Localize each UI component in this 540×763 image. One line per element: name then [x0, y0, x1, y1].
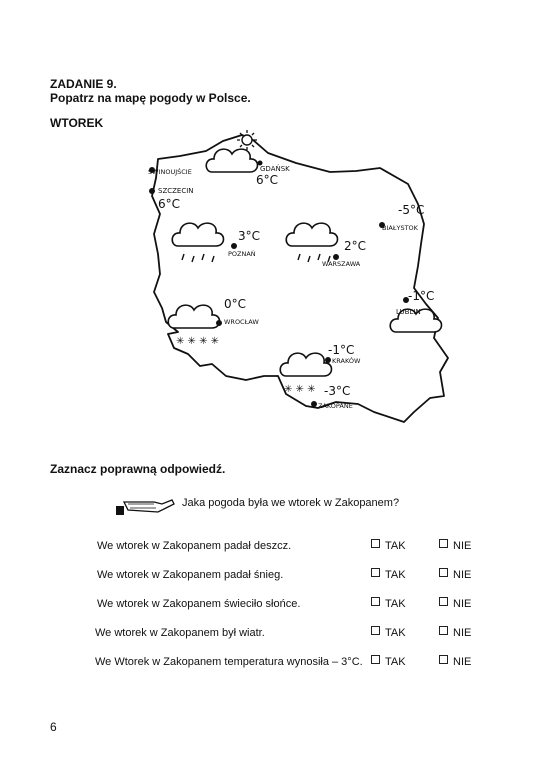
city-name: POZNAŃ [228, 250, 256, 258]
tak-option[interactable] [371, 567, 406, 583]
snow-cloud-icon [168, 305, 219, 347]
tak-label: TAK [385, 569, 406, 581]
tak-option[interactable] [371, 654, 406, 670]
checkbox[interactable] [439, 597, 448, 606]
pencil-hand-icon [114, 494, 176, 518]
city-temperature: 6°C [158, 197, 181, 211]
question-text: Jaka pogoda była we wtorek w Zakopanem? [182, 497, 400, 509]
nie-option[interactable] [439, 538, 471, 554]
city-temperature: -3°C [324, 384, 351, 398]
city-dots [149, 161, 409, 408]
city-temperature: 2°C [344, 239, 367, 253]
page-number: 6 [50, 720, 57, 734]
nie-option[interactable] [439, 596, 471, 612]
city-name: WROCŁAW [224, 318, 259, 326]
checkbox[interactable] [371, 539, 380, 548]
tak-option[interactable] [371, 596, 406, 612]
checkbox[interactable] [439, 655, 448, 664]
svg-text:✳ ✳ ✳ ✳: ✳ ✳ ✳ ✳ [176, 336, 220, 347]
statement: We wtorek w Zakopanem padał deszcz. [97, 540, 292, 552]
checkbox[interactable] [439, 626, 448, 635]
nie-label: NIE [453, 598, 472, 610]
answer-row [0, 596, 540, 612]
sun-icon [237, 130, 257, 150]
tak-option[interactable] [371, 625, 406, 641]
city-temperature: -1°C [408, 289, 435, 303]
answer-instruction: Zaznacz poprawną odpowiedź. [50, 462, 226, 476]
city-temperature: -5°C [398, 203, 425, 217]
statement: We wtorek w Zakopanem był wiatr. [95, 627, 265, 639]
city-name: BIAŁYSTOK [382, 224, 418, 232]
nie-option[interactable] [439, 625, 471, 641]
city-name: GDAŃSK [260, 165, 290, 173]
cloud-icon [206, 149, 257, 172]
checkbox[interactable] [371, 626, 380, 635]
nie-option[interactable] [439, 654, 471, 670]
day-label: WTOREK [50, 116, 104, 130]
tak-label: TAK [385, 540, 406, 552]
tak-label: TAK [385, 598, 406, 610]
rain-cloud-icon [286, 223, 337, 262]
city-temperature: 0°C [224, 297, 247, 311]
nie-label: NIE [453, 627, 472, 639]
city-name: SZCZECIN [158, 187, 194, 195]
task-instruction: Popatrz na mapę pogody w Polsce. [50, 91, 251, 105]
answer-row [0, 625, 540, 641]
city-name: ŚWINOUJŚCIE [148, 168, 192, 176]
tak-option[interactable] [371, 538, 406, 554]
svg-text:✳ ✳ ✳: ✳ ✳ ✳ [284, 384, 316, 395]
poland-outline [152, 135, 448, 422]
nie-option[interactable] [439, 567, 471, 583]
city-name: KRAKÓW [332, 357, 361, 365]
answer-row [0, 654, 540, 670]
checkbox[interactable] [371, 655, 380, 664]
city-temperature: 3°C [238, 229, 261, 243]
answer-row [0, 567, 540, 583]
checkbox[interactable] [439, 539, 448, 548]
city-name: WARSZAWA [322, 260, 361, 268]
nie-label: NIE [453, 540, 472, 552]
nie-label: NIE [453, 656, 472, 668]
tak-label: TAK [385, 627, 406, 639]
statement: We Wtorek w Zakopanem temperatura wynosiła – 3°C. [95, 656, 363, 668]
city-temperature: -1°C [328, 343, 355, 357]
statement: We wtorek w Zakopanem świeciło słońce. [97, 598, 301, 610]
answer-row [0, 538, 540, 554]
statement: We wtorek w Zakopanem padał śnieg. [97, 569, 284, 581]
weather-map [118, 126, 458, 434]
tak-label: TAK [385, 656, 406, 668]
checkbox[interactable] [371, 597, 380, 606]
nie-label: NIE [453, 569, 472, 581]
checkbox[interactable] [371, 568, 380, 577]
city-temperature: 6°C [256, 173, 279, 187]
city-name: ZAKOPANE [318, 402, 353, 410]
rain-cloud-icon [172, 223, 223, 262]
city-name: LUBLIN [396, 308, 421, 316]
checkbox[interactable] [439, 568, 448, 577]
task-title: ZADANIE 9. [50, 77, 117, 91]
